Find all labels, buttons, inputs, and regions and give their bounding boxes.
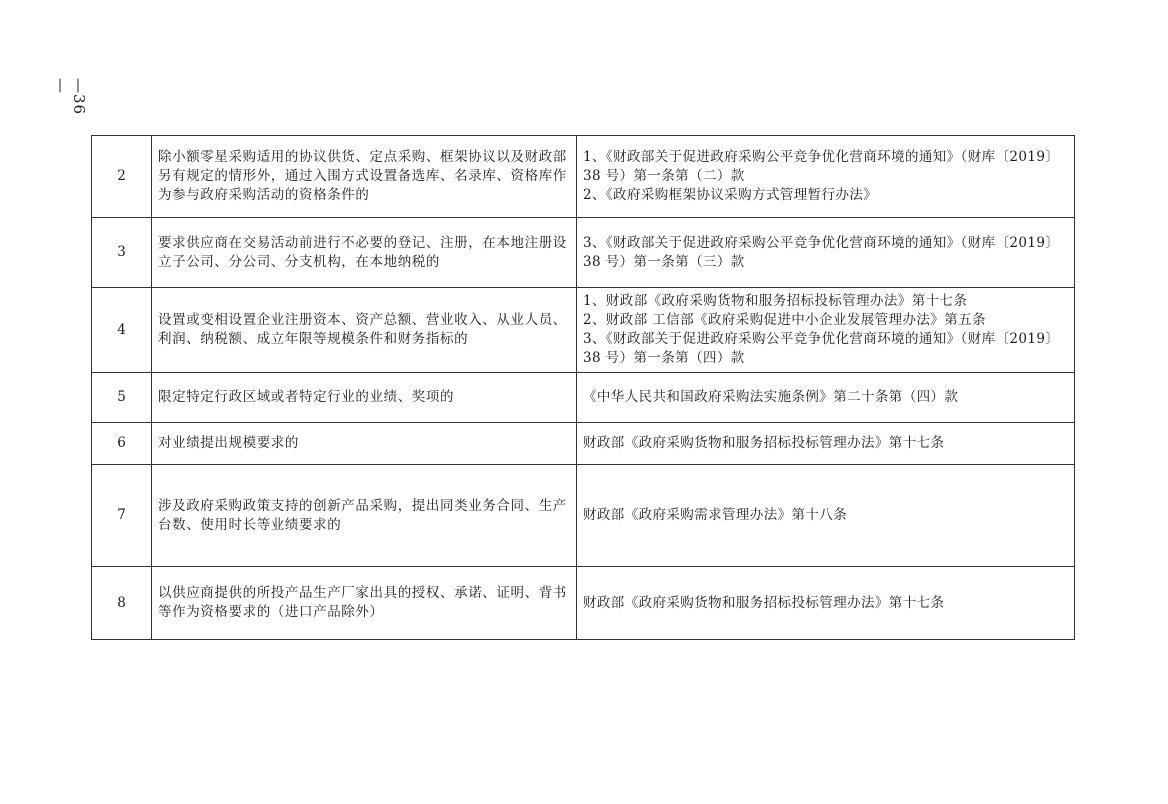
row-legal-basis (577, 567, 1075, 640)
page-number: —36— (52, 78, 88, 116)
table-row (92, 465, 1075, 567)
row-number: 6 (92, 423, 152, 465)
table-row (92, 567, 1075, 640)
row-description: 限定特定行政区域或者特定行业的业绩、奖项的 (152, 373, 577, 423)
row-legal-basis (577, 288, 1075, 373)
basis-line: 《中华人民共和国政府采购法实施条例》第二十条第（四）款 (583, 389, 959, 405)
basis-line: 1、《财政部关于促进政府采购公平竞争优化营商环境的通知》（财库〔2019〕38 号）第一条第（二）款 (583, 149, 1060, 184)
procurement-rules-table (91, 135, 1075, 640)
basis-line: 财政部《政府采购货物和服务招标投标管理办法》第十七条 (583, 435, 945, 451)
row-number: 2 (92, 136, 152, 218)
row-legal-basis (577, 218, 1075, 288)
basis-line: 3、《财政部关于促进政府采购公平竞争优化营商环境的通知》（财库〔2019〕38 号）第一条第（四）款 (583, 331, 1060, 366)
basis-line: 3、《财政部关于促进政府采购公平竞争优化营商环境的通知》（财库〔2019〕38 号）第一条第（三）款 (583, 234, 1060, 270)
basis-line: 财政部《政府采购货物和服务招标投标管理办法》第十七条 (583, 594, 945, 611)
table-row (92, 136, 1075, 218)
table-row (92, 218, 1075, 288)
row-description: 要求供应商在交易活动前进行不必要的登记、注册，在本地注册设立子公司、分公司、分支机构，在本地纳税的 (152, 218, 577, 288)
row-legal-basis (577, 423, 1075, 465)
row-description: 涉及政府采购政策支持的创新产品采购，提出同类业务合同、生产台数、使用时长等业绩要求的 (152, 465, 577, 567)
row-number: 5 (92, 373, 152, 423)
row-number: 8 (92, 567, 152, 640)
row-number: 4 (92, 288, 152, 373)
basis-line: 2、财政部 工信部《政府采购促进中小企业发展管理办法》第五条 (583, 312, 986, 328)
table-row (92, 288, 1075, 373)
table-row (92, 423, 1075, 465)
row-legal-basis (577, 136, 1075, 218)
row-description: 设置或变相设置企业注册资本、资产总额、营业收入、从业人员、利润、纳税额、成立年限等规模条件和财务指标的 (152, 288, 577, 373)
basis-line: 财政部《政府采购需求管理办法》第十八条 (583, 507, 848, 523)
table-row (92, 373, 1075, 423)
row-legal-basis (577, 373, 1075, 423)
row-description: 对业绩提出规模要求的 (152, 423, 577, 465)
basis-line: 2、《政府采购框架协议采购方式管理暂行办法》 (583, 187, 878, 203)
row-description: 以供应商提供的所投产品生产厂家出具的授权、承诺、证明、背书等作为资格要求的（进口产品除外） (152, 567, 577, 640)
row-number: 3 (92, 218, 152, 288)
row-legal-basis (577, 465, 1075, 567)
basis-line: 1、财政部《政府采购货物和服务招标投标管理办法》第十七条 (583, 293, 968, 309)
row-description: 除小额零星采购适用的协议供货、定点采购、框架协议以及财政部另有规定的情形外，通过入围方式设置备选库、名录库、资格库作为参与政府采购活动的资格条件的 (152, 136, 577, 218)
row-number: 7 (92, 465, 152, 567)
